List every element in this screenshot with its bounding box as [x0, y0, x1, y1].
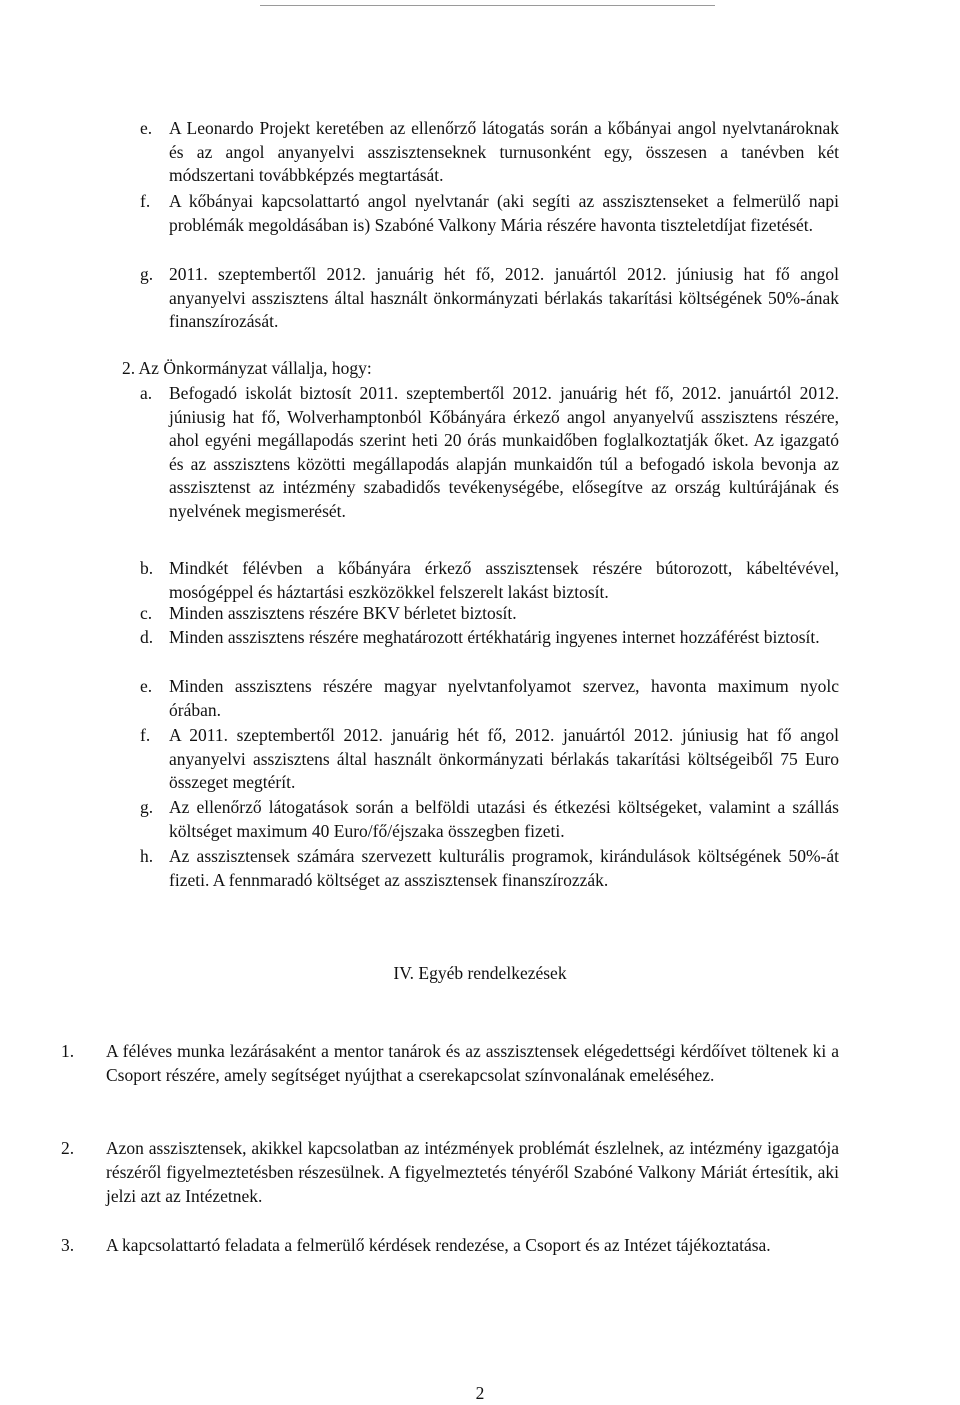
item-label: b. — [140, 558, 154, 578]
item-number: 3. — [61, 1235, 75, 1255]
item-text: Az ellenőrző látogatások során a belföldi utazási és étkezési költségeket, valamint a szállás költséget maximum 40 Euro/fő/éjszaka összegben fizeti. — [169, 797, 839, 841]
item-text: A féléves munka lezárásaként a mentor tanárok és az asszisztensek elégedettségi kérdőívet töltenek ki a Csoport részére, amely segítséget nyújthat a cserekapcsolat színvonalának emeléséhez. — [106, 1041, 839, 1085]
list-item — [140, 675, 839, 722]
item-label: g. — [140, 264, 154, 284]
item-label: f. — [140, 725, 151, 745]
item-text: Befogadó iskolát biztosít 2011. szeptembertől 2012. januárig hét fő, 2012. januártól 2012. júniusig hat fő, Wolverhamptonból Kőbányára érkező angol anyanyelvű asszisztens részére, ahol egyéni megállapodás szerint heti 20 órás munkaidőben foglalkoztatják őket. Az igazgató és az asszisztens közötti megállapodás alapján munkaidőn túl a befogadó iskola bevonja az asszisztenst az intézmény szabadidős tevékenységébe, elősegítve az ország kultúrájának és nyelvének megismerését. — [169, 383, 839, 521]
item-text: Mindkét félévben a kőbányára érkező asszisztensek részére bútorozott, kábeltévével, mosógéppel és háztartási eszközökkel felszerelt lakást biztosít. — [169, 558, 839, 602]
page-number: 2 — [475, 1383, 485, 1403]
list-item — [140, 190, 839, 237]
item-number: 1. — [61, 1041, 75, 1061]
item-text: A kőbányai kapcsolattartó angol nyelvtanár (aki segíti az asszisztenseket a felmerülő napi problémák megoldásában is) Szabóné Valkony Mária részére havonta tiszteletdíjat fizetését. — [169, 191, 839, 235]
item-label: f. — [140, 191, 151, 211]
numbered-item — [61, 1039, 839, 1087]
item-number: 2. — [61, 1138, 75, 1158]
item-label: g. — [140, 797, 154, 817]
section-4-title: IV. Egyéb rendelkezések — [393, 963, 567, 983]
item-label: a. — [140, 383, 153, 403]
item-text: Azon asszisztensek, akikkel kapcsolatban az intézmények problémát észlelnek, az intézmény igazgatója részéről figyelmeztetésben részesülnek. A figyelmeztetés tényéről Szabóné Valkony Máriát értesítik, aki jelzi azt az Intézetnek. — [106, 1138, 839, 1206]
item-text: Minden asszisztens részére magyar nyelvtanfolyamot szervez, havonta maximum nyolc órában. — [169, 676, 839, 720]
item-text: A kapcsolattartó feladata a felmerülő kérdések rendezése, a Csoport és az Intézet tájékoztatása. — [106, 1235, 771, 1255]
top-rule — [260, 5, 715, 6]
item-text: A 2011. szeptembertől 2012. januárig hét fő, 2012. januártól 2012. júniusig hat fő angol anyanyelvi asszisztens által használt önkormányzati bérlakás takarítási költségeiből 75 Euro összeget megtérít. — [169, 725, 839, 793]
item-text: 2011. szeptembertől 2012. januárig hét fő, 2012. januártól 2012. júniusig hat fő angol anyanyelvi asszisztens által használt önkormányzati bérlakás takarítási költségének 50%-ának finanszírozását. — [169, 264, 839, 332]
item-label: h. — [140, 846, 154, 866]
item-text: Minden asszisztens részére BKV bérletet biztosít. — [169, 603, 517, 623]
list-item — [140, 724, 839, 795]
item-label: d. — [140, 627, 154, 647]
list-item — [140, 263, 839, 334]
section-2-heading: 2. Az Önkormányzat vállalja, hogy: — [122, 358, 372, 378]
list-item — [140, 626, 839, 650]
item-label: c. — [140, 603, 153, 623]
item-text: Az asszisztensek számára szervezett kulturális programok, kirándulások költségének 50%-át fizeti. A fennmaradó költséget az asszisztensek finanszírozzák. — [169, 846, 839, 890]
item-text: Minden asszisztens részére meghatározott értékhatárig ingyenes internet hozzáférést biztosít. — [169, 627, 820, 647]
list-item — [140, 796, 839, 843]
item-label: e. — [140, 676, 153, 696]
list-item — [140, 382, 839, 524]
list-item — [140, 845, 839, 892]
numbered-item — [61, 1136, 839, 1208]
list-item — [140, 557, 839, 604]
numbered-item — [61, 1233, 839, 1257]
list-item — [140, 602, 839, 626]
list-item — [140, 117, 839, 188]
item-text: A Leonardo Projekt keretében az ellenőrző látogatás során a kőbányai angol nyelvtanároknak és az angol anyanyelvi asszisztenseknek turnusonként egy, összesen a tanévben két módszertani továbbképzés megtartását. — [169, 118, 839, 186]
item-label: e. — [140, 118, 153, 138]
